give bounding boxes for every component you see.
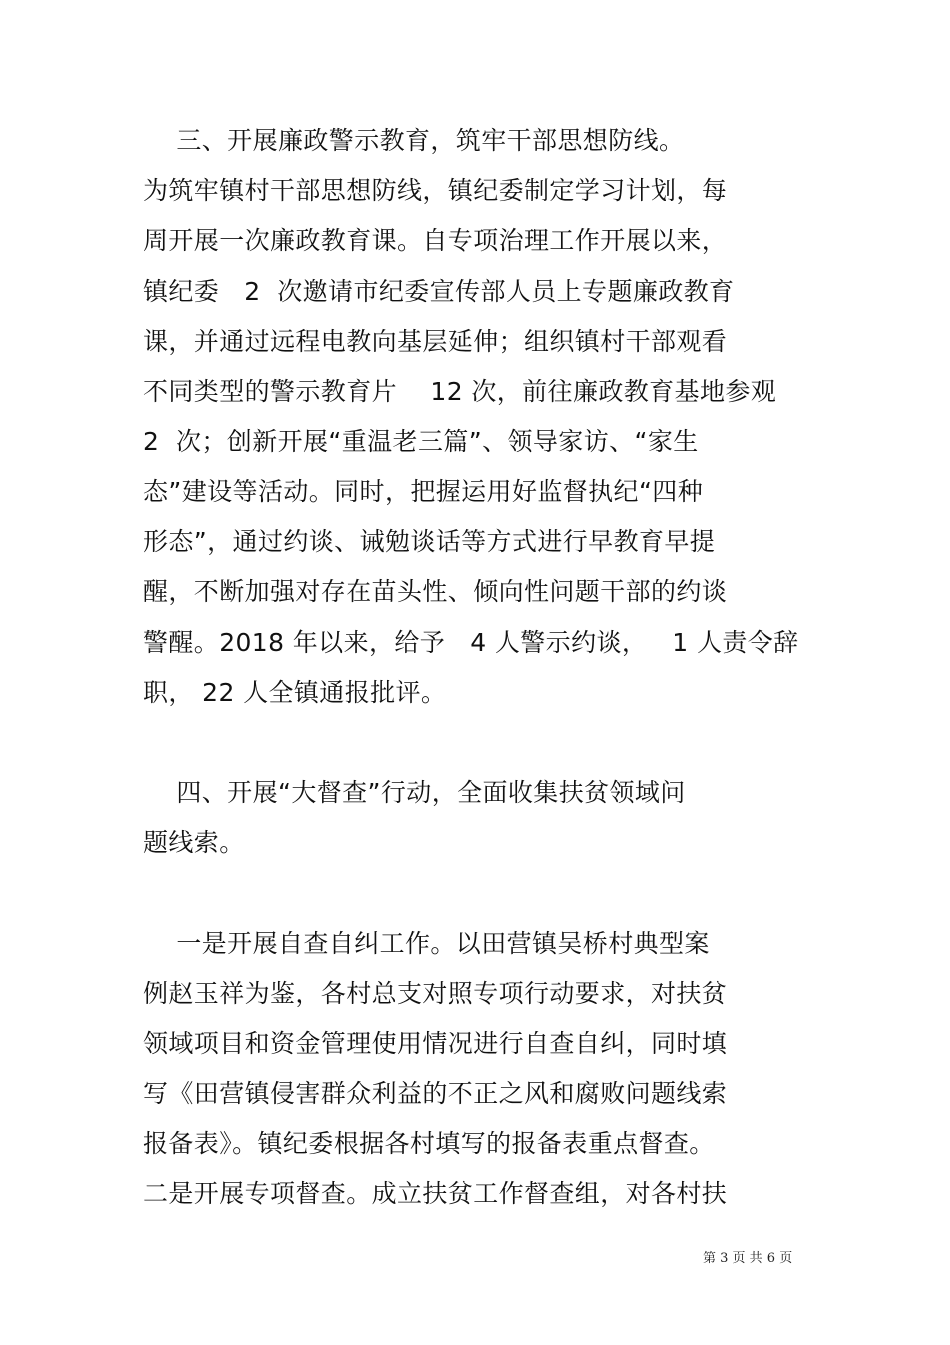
text-line: 镇纪委 2 次邀请市纪委宣传部人员上专题廉政教育 [143, 277, 735, 306]
text-line: 形态”，通过约谈、诫勉谈话等方式进行早教育早提 [143, 527, 716, 556]
text-line: 2 次；创新开展“重温老三篇”、领导家访、“家生 [143, 427, 699, 456]
text-line: 例赵玉祥为鉴，各村总支对照专项行动要求，对扶贫 [143, 979, 728, 1008]
text-line: 报备表》。镇纪委根据各村填写的报备表重点督查。 [143, 1129, 715, 1158]
text-line: 二是开展专项督查。成立扶贫工作督查组，对各村扶 [143, 1179, 728, 1208]
section-heading-line: 题线索。 [143, 828, 245, 857]
text-line: 不同类型的警示教育片 12 次，前往廉政教育基地参观 [143, 377, 777, 406]
text-line: 态”建设等活动。同时，把握运用好监督执纪“四种 [143, 477, 704, 506]
text-line: 周开展一次廉政教育课。自专项治理工作开展以来， [143, 226, 728, 255]
text-line: 为筑牢镇村干部思想防线，镇纪委制定学习计划，每 [143, 176, 728, 205]
page-number-footer: 第 3 页 共 6 页 [703, 1251, 793, 1266]
text-line: 领域项目和资金管理使用情况进行自查自纠，同时填 [143, 1029, 728, 1058]
text-line: 警醒。2018 年以来，给予 4 人警示约谈， 1 人责令辞 [143, 628, 799, 657]
text-line: 写《田营镇侵害群众利益的不正之风和腐败问题线索 [143, 1079, 728, 1108]
text-line: 课，并通过远程电教向基层延伸；组织镇村干部观看 [143, 327, 728, 356]
text-line: 醒，不断加强对存在苗头性、倾向性问题干部的约谈 [143, 577, 728, 606]
section-heading-line: 四、开展“大督查”行动，全面收集扶贫领域问 [143, 778, 686, 807]
text-line: 职， 22 人全镇通报批评。 [143, 678, 447, 707]
text-line: 一是开展自查自纠工作。以田营镇吴桥村典型案 [143, 929, 710, 958]
text-line: 三、开展廉政警示教育，筑牢干部思想防线。 [143, 126, 685, 155]
